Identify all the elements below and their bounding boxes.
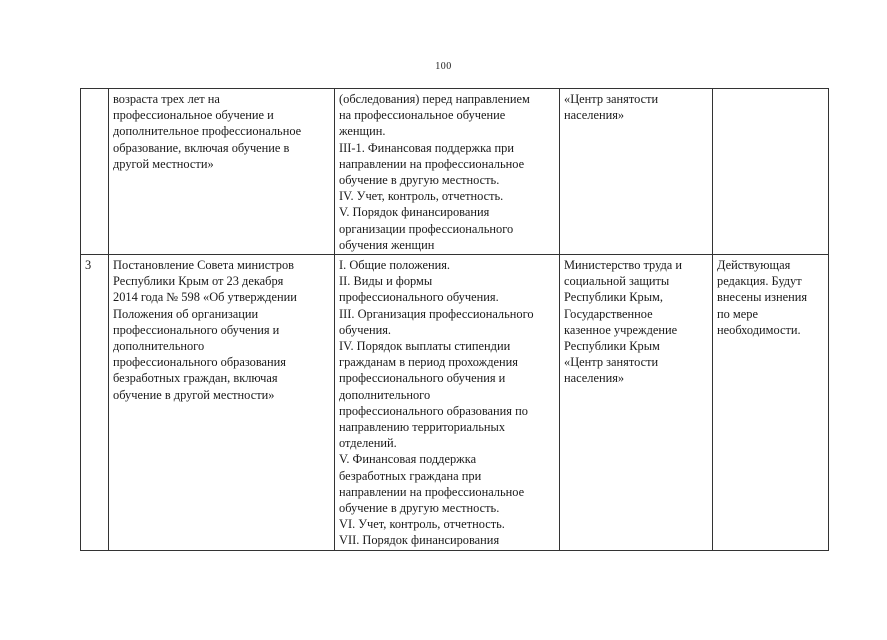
authority-line: казенное учреждение bbox=[564, 322, 678, 337]
authority-line: Государственное bbox=[564, 306, 653, 321]
sections-line: (обследования) перед направлением bbox=[339, 92, 530, 106]
status-line: необходимости. bbox=[717, 322, 801, 337]
sections-cell bbox=[335, 255, 560, 551]
sections-line: профессионального образования по bbox=[339, 403, 528, 418]
authority-line: социальной защиты bbox=[564, 274, 670, 289]
sections-line: направлении на профессиональное bbox=[339, 484, 525, 499]
sections-line: III. Организация профессионального bbox=[339, 306, 534, 321]
authority-cell bbox=[560, 255, 713, 551]
sections-line: обучение в другую местность. bbox=[339, 173, 500, 188]
authority-line: «Центр занятости bbox=[564, 92, 659, 106]
status-line: Действующая bbox=[717, 258, 791, 273]
document-cell bbox=[109, 255, 335, 551]
authority-line: населения» bbox=[564, 108, 625, 123]
document-line: профессиональное обучение и bbox=[113, 108, 274, 123]
status-cell bbox=[713, 255, 829, 551]
sections-line: обучение в другую местность. bbox=[339, 501, 500, 516]
sections-line: организации профессионального bbox=[339, 221, 514, 236]
sections-line: женщин. bbox=[339, 124, 386, 139]
document-line: безработных граждан, включая bbox=[113, 371, 278, 386]
table-row bbox=[81, 255, 829, 551]
sections-line: на профессиональное обучение bbox=[339, 108, 506, 123]
document-line: Положения об организации bbox=[113, 306, 259, 321]
status-line: редакция. Будут bbox=[717, 274, 802, 289]
sections-line: профессионального обучения и bbox=[339, 371, 506, 386]
authority-line: Республики Крым bbox=[564, 339, 660, 354]
sections-line: гражданам в период прохождения bbox=[339, 355, 519, 370]
sections-line: III-1. Финансовая поддержка при bbox=[339, 140, 514, 155]
status-line: внесены изнения bbox=[717, 290, 808, 305]
document-line: дополнительного bbox=[113, 339, 205, 354]
authority-line: Республики Крым, bbox=[564, 290, 663, 305]
sections-line: безработных граждана при bbox=[339, 468, 482, 483]
sections-line: дополнительного bbox=[339, 387, 431, 402]
sections-line: профессионального обучения. bbox=[339, 290, 499, 305]
document-line: профессионального обучения и bbox=[113, 322, 280, 337]
row-number: 3 bbox=[85, 258, 92, 273]
table-row bbox=[81, 89, 829, 255]
document-line: возраста трех лет на bbox=[113, 92, 220, 106]
sections-line: V. Финансовая поддержка bbox=[339, 452, 477, 467]
document-line: Республики Крым от 23 декабря bbox=[113, 274, 284, 289]
document-line: образование, включая обучение в bbox=[113, 140, 290, 155]
status-cell bbox=[713, 89, 829, 255]
authority-line: «Центр занятости bbox=[564, 355, 659, 370]
page-number: 100 bbox=[435, 61, 452, 72]
document-line: 2014 года № 598 «Об утверждении bbox=[113, 290, 297, 305]
sections-line: обучения женщин bbox=[339, 237, 435, 252]
sections-line: направлению территориальных bbox=[339, 420, 506, 435]
authority-cell bbox=[560, 89, 713, 255]
sections-line: IV. Порядок выплаты стипендии bbox=[339, 339, 511, 354]
sections-line: IV. Учет, контроль, отчетность. bbox=[339, 189, 504, 204]
row-number-cell bbox=[81, 255, 109, 551]
sections-line: VI. Учет, контроль, отчетность. bbox=[339, 517, 505, 532]
document-line: дополнительное профессиональное bbox=[113, 124, 302, 139]
sections-line: II. Виды и формы bbox=[339, 274, 433, 289]
sections-line: V. Порядок финансирования bbox=[339, 205, 490, 220]
document-line: обучение в другой местности» bbox=[113, 387, 275, 402]
sections-cell bbox=[335, 89, 560, 255]
document-line: профессионального образования bbox=[113, 355, 287, 370]
authority-line: Министерство труда и bbox=[564, 258, 683, 273]
sections-line: направлении на профессиональное bbox=[339, 156, 525, 171]
status-line: по мере bbox=[717, 306, 758, 321]
sections-line: обучения. bbox=[339, 322, 392, 337]
document-cell bbox=[109, 89, 335, 255]
document-line: другой местности» bbox=[113, 156, 214, 171]
authority-line: населения» bbox=[564, 371, 625, 386]
document-table bbox=[80, 88, 829, 551]
sections-line: I. Общие положения. bbox=[339, 258, 451, 273]
sections-line: отделений. bbox=[339, 436, 397, 451]
document-line: Постановление Совета министров bbox=[113, 258, 295, 273]
sections-line: VII. Порядок финансирования bbox=[339, 533, 500, 548]
row-number-cell bbox=[81, 89, 109, 255]
